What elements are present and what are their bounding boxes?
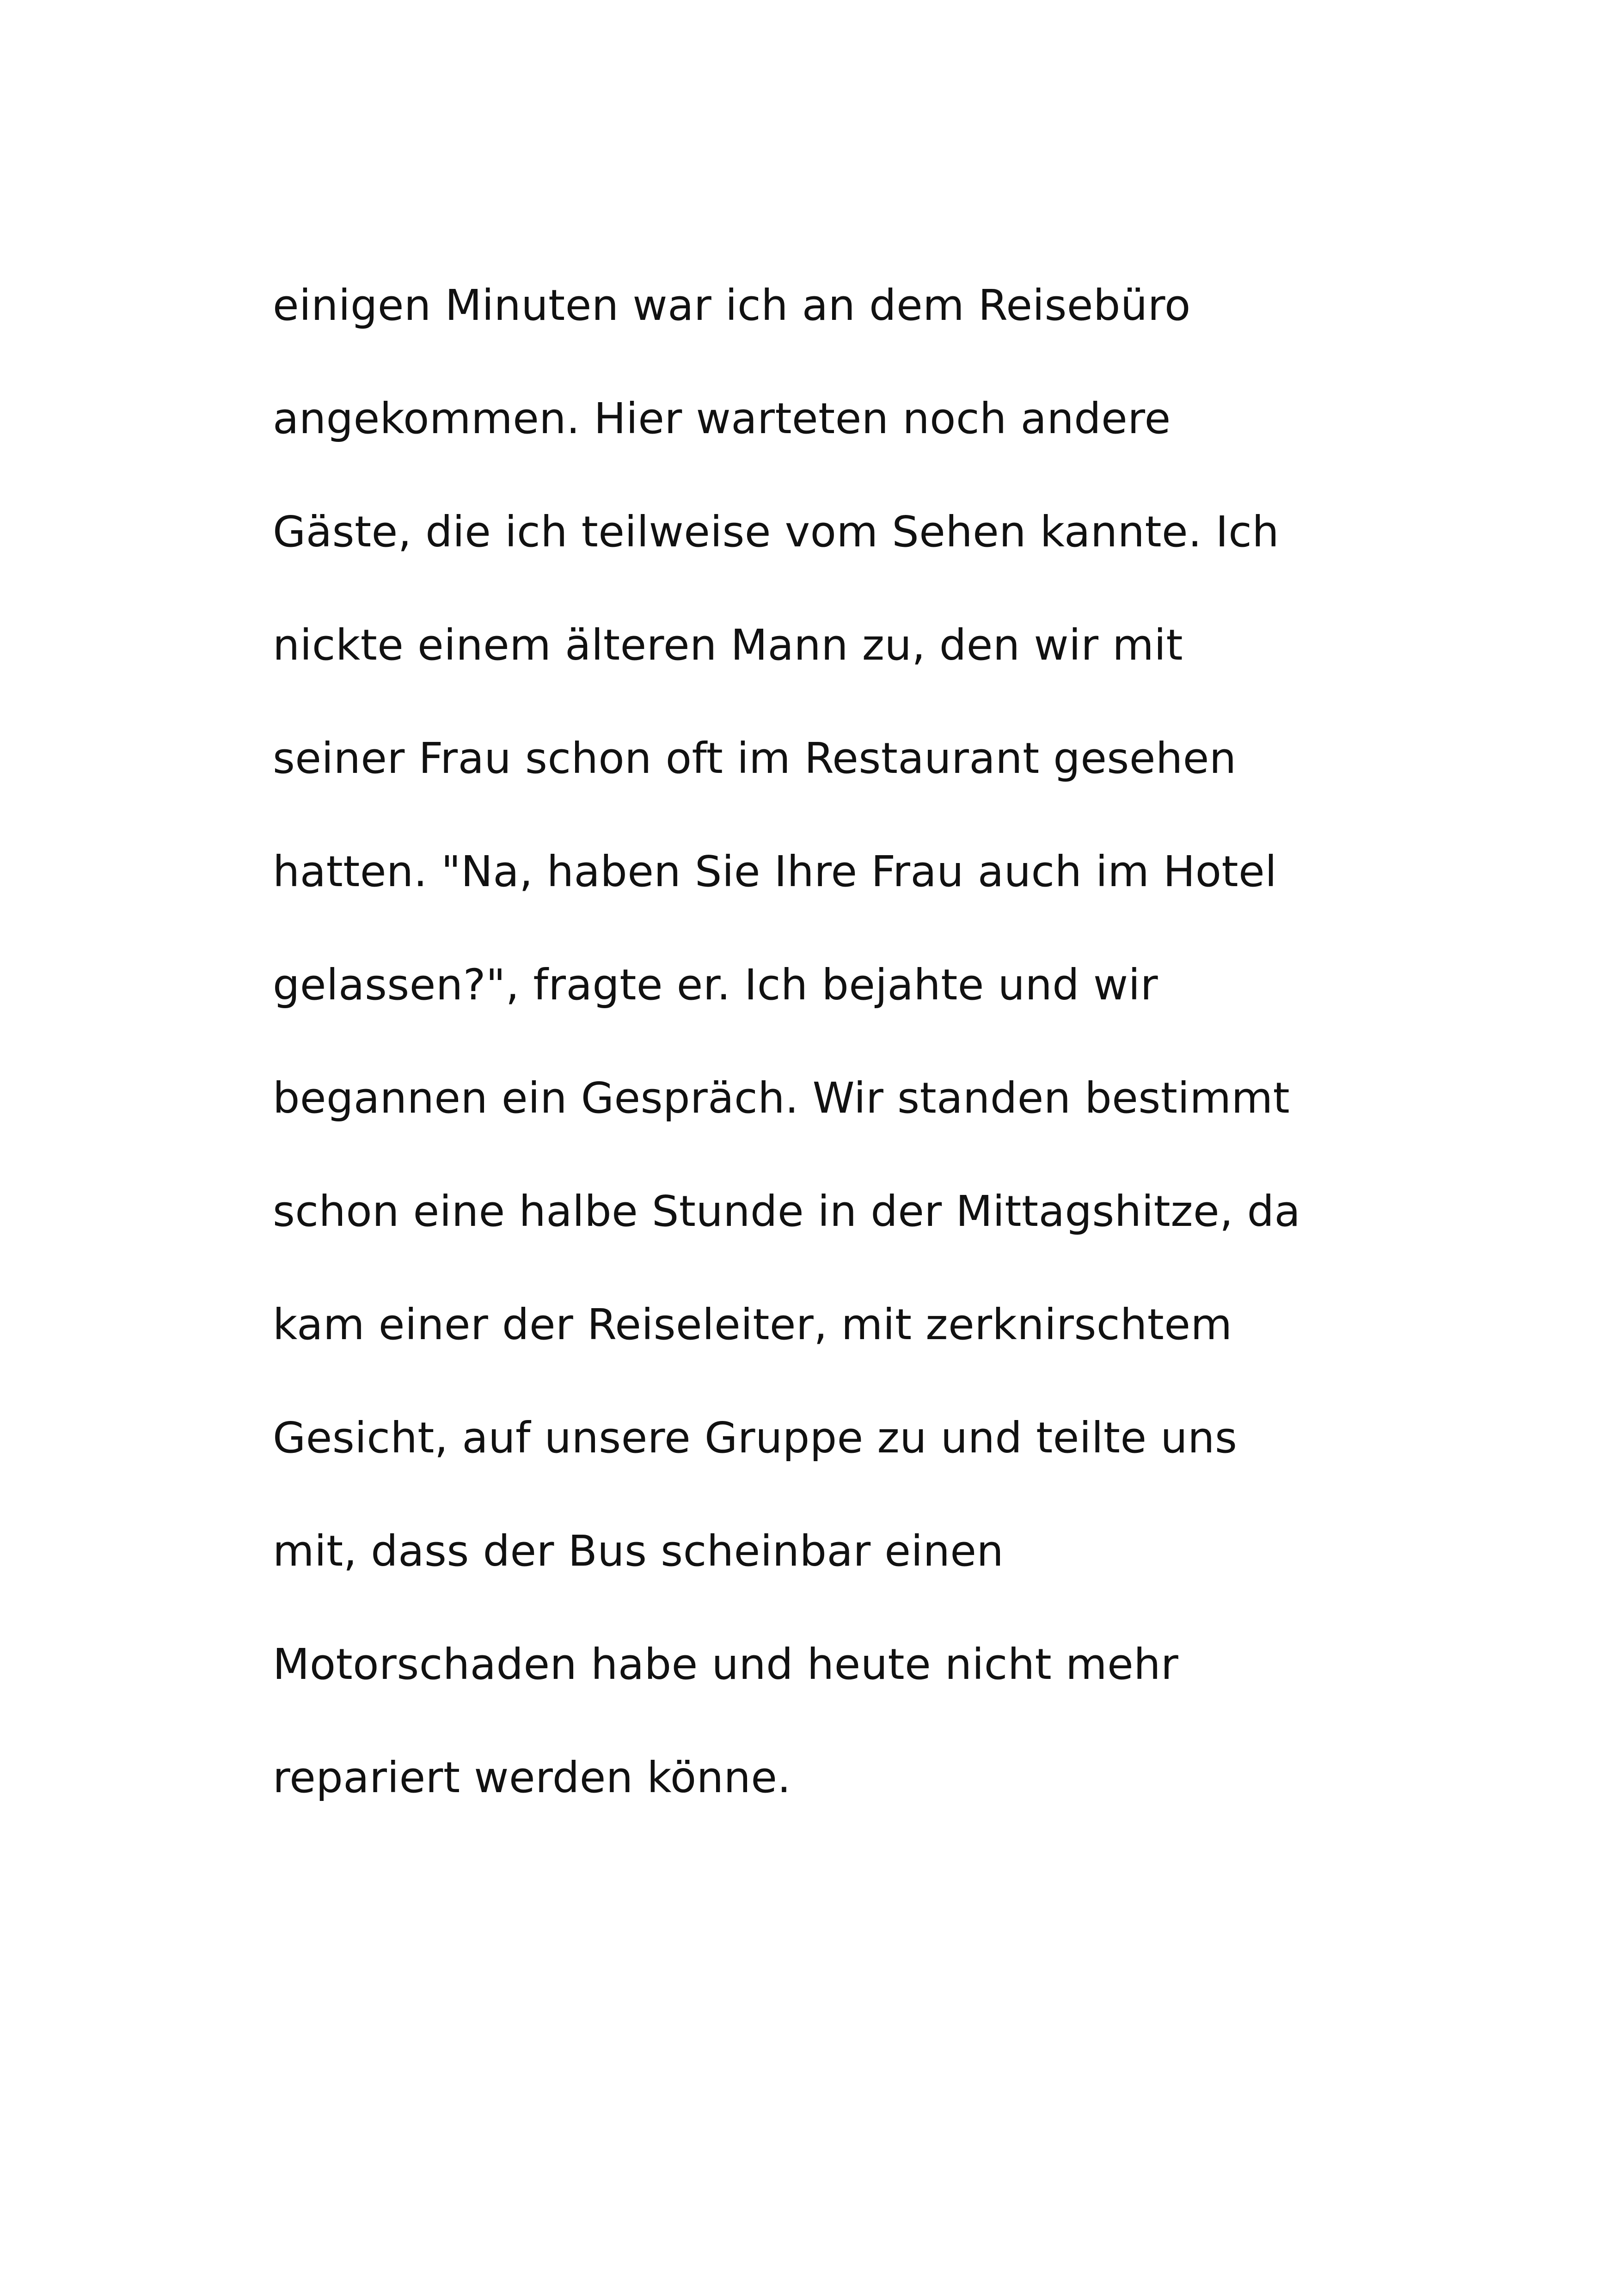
text-line: repariert werden könne.: [273, 1753, 791, 1802]
text-line: begannen ein Gespräch. Wir standen bestimmt: [273, 1073, 1290, 1123]
text-line: Motorschaden habe und heute nicht mehr: [273, 1640, 1179, 1689]
text-line: angekommen. Hier warteten noch andere: [273, 394, 1171, 443]
text-line: hatten. "Na, haben Sie Ihre Frau auch im Hotel: [273, 847, 1277, 896]
text-line: mit, dass der Bus scheinbar einen: [273, 1526, 1004, 1576]
text-line: einigen Minuten war ich an dem Reisebüro: [273, 281, 1191, 330]
text-line: schon eine halbe Stunde in der Mittagshitze, da: [273, 1187, 1301, 1236]
text-line: kam einer der Reiseleiter, mit zerknirschtem: [273, 1300, 1232, 1349]
text-line: Gesicht, auf unsere Gruppe zu und teilte uns: [273, 1413, 1238, 1463]
text-line: gelassen?", fragte er. Ich bejahte und wir: [273, 960, 1158, 1010]
text-line: seiner Frau schon oft im Restaurant gesehen: [273, 734, 1237, 783]
text-line: Gäste, die ich teilweise vom Sehen kannte. Ich: [273, 507, 1280, 557]
text-line: nickte einem älteren Mann zu, den wir mit: [273, 620, 1183, 670]
